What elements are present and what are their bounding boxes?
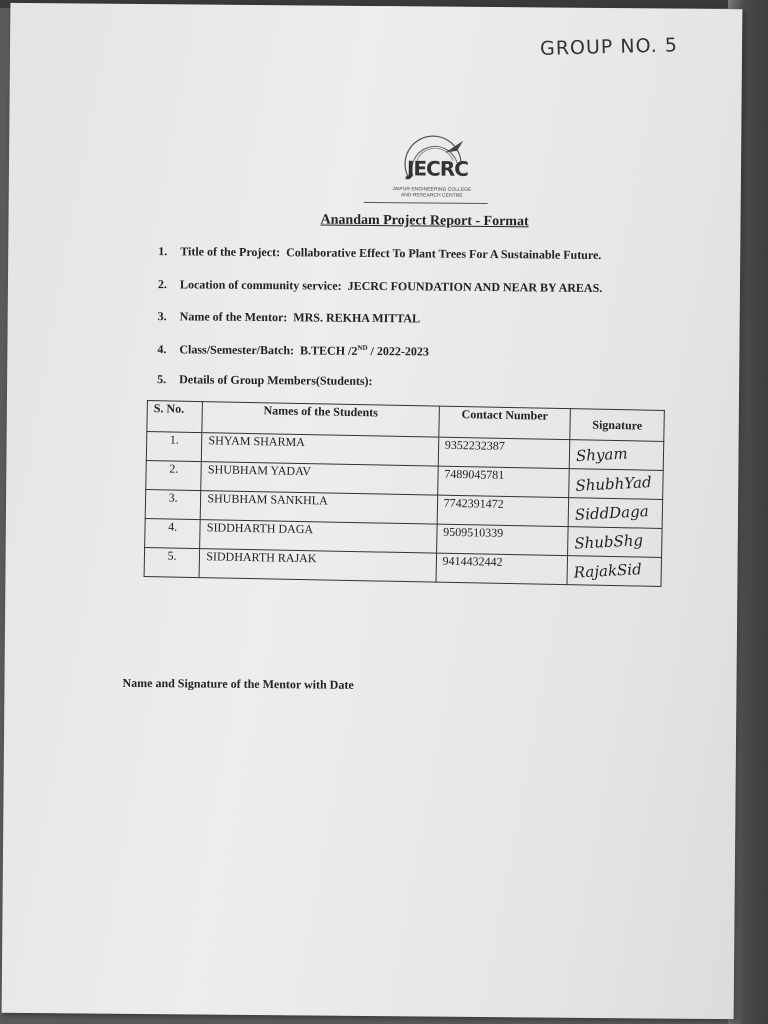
document-page [2, 3, 743, 1019]
signature-cell [569, 498, 663, 529]
mentor-signature-label: Name and Signature of the Mentor with Date [122, 675, 354, 692]
item-group-members: 5. Details of Group Members(Students): [157, 372, 373, 388]
header-sno: S. No. [147, 401, 203, 433]
members-table [144, 400, 665, 587]
group-number-annotation: GROUP NO. 5 [539, 34, 679, 60]
header-contact: Contact Number [438, 406, 570, 440]
table-row: 2. SHUBHAM YADAV 7489045781 ShubhYad [146, 461, 663, 500]
logo-wordmark: JECRC [406, 156, 468, 181]
signature: Shyam [575, 444, 629, 466]
signature-cell [569, 469, 663, 500]
signature: SiddDaga [574, 502, 650, 524]
signature-cell [567, 556, 661, 587]
signature: ShubShg [574, 531, 644, 553]
item-location: 2. Location of community service: JECRC FOUNDATION AND NEAR BY AREAS. [157, 277, 603, 296]
signature: RajakSid [573, 560, 643, 582]
table-row: 3. SHUBHAM SANKHLA 7742391472 SiddDaga [145, 490, 662, 529]
table-row: 5. SIDDHARTH RAJAK 9414432442 RajakSid [144, 548, 661, 587]
logo-subtitle [367, 186, 497, 199]
signature: ShubhYad [575, 473, 653, 495]
item-mentor: 3. Name of the Mentor: MRS. REKHA MITTAL [157, 309, 421, 326]
item-project-title: 1. Title of the Project: Collaborative Effect To Plant Trees For A Sustainable Future. [158, 244, 602, 262]
item-class-batch: 4. Class/Semester/Batch: B.TECH /2ND / 2022-2023 [157, 342, 429, 359]
signature-cell [570, 440, 664, 471]
logo-subtitle-line1: JAIPUR ENGINEERING COLLEGE [392, 186, 472, 193]
table-row: 4. SIDDHARTH DAGA 9509510339 ShubShg [145, 519, 662, 558]
table-row: 1. SHYAM SHARMA 9352232387 Shyam [146, 432, 663, 471]
header-signature: Signature [570, 409, 664, 442]
signature-cell [568, 527, 662, 558]
document-title: Anandam Project Report - Format [320, 212, 529, 230]
header-names: Names of the Students [202, 402, 439, 438]
logo-subtitle-line2: AND RESEARCH CENTRE [400, 192, 463, 199]
